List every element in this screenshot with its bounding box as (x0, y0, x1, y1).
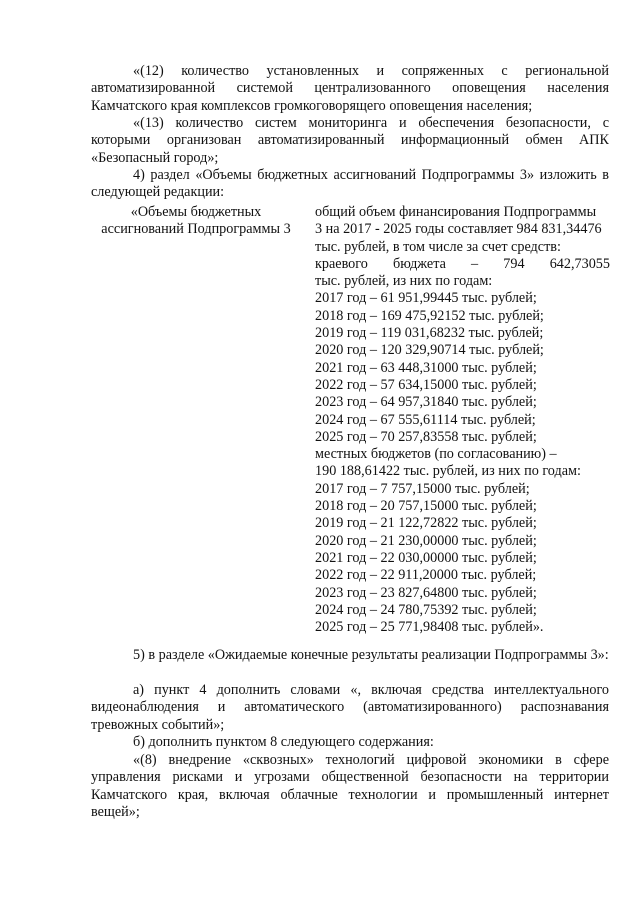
paragraph-item-a (91, 682, 609, 734)
budget-line: 2022 год – 57 634,15000 тыс. рублей; (315, 376, 537, 393)
paragraph-section-4 (91, 167, 609, 202)
budget-line: 2024 год – 24 780,75392 тыс. рублей; (315, 601, 537, 618)
paragraph-item-12 (91, 63, 609, 115)
paragraph-text: «(13) количество систем мониторинга и обеспечения безопасности, с которыми организован автоматизированный информационный обмен АПК «Безопасный город»; (91, 115, 609, 166)
budget-line: 3 на 2017 - 2025 годы составляет 984 831,34476 (315, 221, 602, 238)
paragraph-text: «(8) внедрение «сквозных» технологий цифровой экономики в сфере управления рисками и угрозами общественной безопасности на территории Камчатского края, включая облачные технологии и промышленный интернет вещей»; (91, 752, 609, 820)
budget-table-values (315, 204, 610, 636)
paragraph-text: 4) раздел «Объемы бюджетных ассигнований Подпрограммы 3» изложить в следующей редакции: (91, 167, 609, 201)
budget-line: 2017 год – 61 951,99445 тыс. рублей; (315, 290, 537, 307)
paragraph-text: «(12) количество установленных и сопряженных с региональной автоматизированной системой централизованного оповещения населения Камчатского края комплексов громкоговорящего оповещения населения; (91, 63, 609, 114)
budget-line: 2025 год – 25 771,98408 тыс. рублей». (315, 619, 544, 636)
budget-line: 190 188,61422 тыс. рублей, из них по годам: (315, 463, 581, 480)
paragraph-item-b (91, 734, 609, 751)
paragraph-item-13 (91, 115, 609, 167)
paragraph-text: б) дополнить пунктом 8 следующего содержания: (133, 734, 434, 750)
budget-line: 2021 год – 22 030,00000 тыс. рублей; (315, 549, 537, 566)
budget-line: 2019 год – 21 122,72822 тыс. рублей; (315, 515, 537, 532)
budget-line: 2023 год – 23 827,64800 тыс. рублей; (315, 584, 537, 601)
budget-line: 2018 год – 20 757,15000 тыс. рублей; (315, 498, 537, 515)
paragraph-section-5 (91, 647, 609, 664)
budget-line: тыс. рублей, из них по годам: (315, 273, 493, 290)
budget-line: тыс. рублей, в том числе за счет средств: (315, 238, 561, 255)
budget-line: 2020 год – 21 230,00000 тыс. рублей; (315, 532, 537, 549)
budget-line: 2020 год – 120 329,90714 тыс. рублей; (315, 342, 544, 359)
budget-line: общий объем финансирования Подпрограммы (315, 204, 597, 220)
budget-line: 2019 год – 119 031,68232 тыс. рублей; (315, 325, 544, 342)
budget-line: 2024 год – 67 555,61114 тыс. рублей; (315, 411, 536, 428)
paragraph-text: 5) в разделе «Ожидаемые конечные результаты реализации Подпрограммы 3»: (133, 647, 609, 663)
budget-line: краевого бюджета – 794 642,73055 (315, 255, 610, 272)
budget-line: местных бюджетов (по согласованию) – (315, 446, 557, 463)
budget-line: 2017 год – 7 757,15000 тыс. рублей; (315, 480, 530, 497)
budget-line: 2023 год – 64 957,31840 тыс. рублей; (315, 394, 537, 411)
budget-line: 2022 год – 22 911,20000 тыс. рублей; (315, 567, 537, 584)
budget-line: 2021 год – 63 448,31000 тыс. рублей; (315, 359, 537, 376)
paragraph-item-8 (91, 752, 609, 821)
budget-line: 2025 год – 70 257,83558 тыс. рублей; (315, 428, 537, 445)
budget-table-label: «Объемы бюджетных ассигнований Подпрограммы 3 (101, 204, 291, 238)
budget-line: 2018 год – 169 475,92152 тыс. рублей; (315, 307, 544, 324)
paragraph-text: а) пункт 4 дополнить словами «, включая средства интеллектуального видеонаблюдения и автоматического (автоматизированного) распознавания тревожных событий»; (91, 682, 609, 733)
